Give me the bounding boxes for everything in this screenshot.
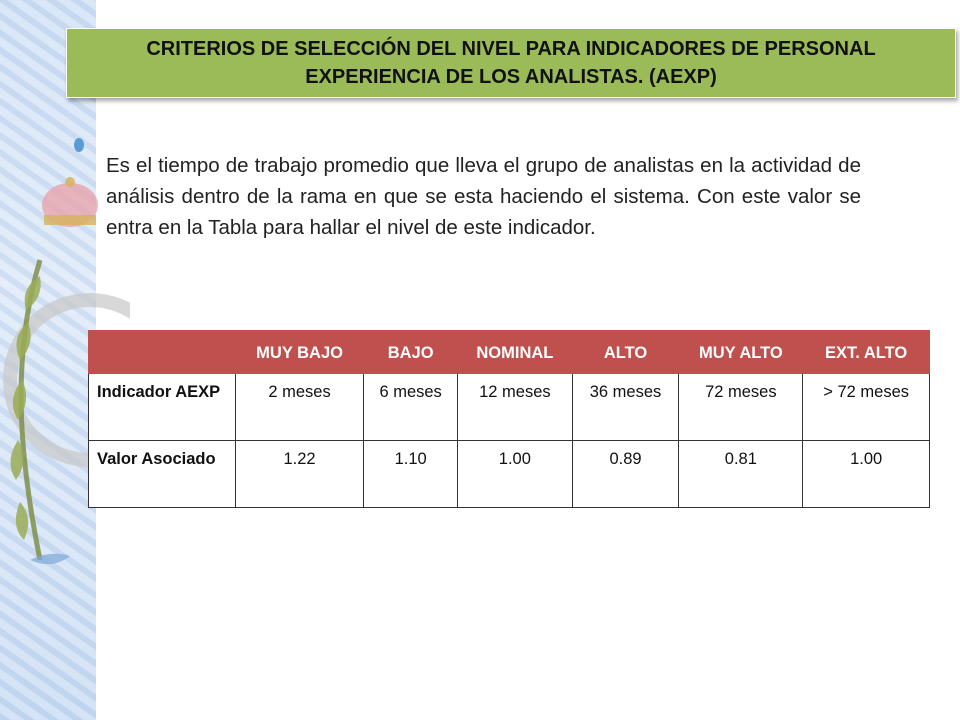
table-cell: 1.00 [803, 441, 930, 508]
table-cell: 1.00 [458, 441, 572, 508]
table-row [89, 441, 930, 508]
header-cell-muy-alto: MUY ALTO [679, 331, 803, 374]
table-cell: 0.89 [572, 441, 679, 508]
bullet-icon [74, 138, 84, 152]
table-header-row [89, 331, 930, 374]
table-cell: 36 meses [572, 374, 679, 441]
table-cell: 0.81 [679, 441, 803, 508]
header-cell-ext-alto: EXT. ALTO [803, 331, 930, 374]
row-label: Valor Asociado [89, 441, 236, 508]
table-row [89, 374, 930, 441]
table-cell: > 72 meses [803, 374, 930, 441]
table-cell: 1.10 [364, 441, 458, 508]
title-banner [66, 28, 956, 98]
header-cell-muy-bajo: MUY BAJO [236, 331, 364, 374]
table-cell: 6 meses [364, 374, 458, 441]
header-cell-nominal: NOMINAL [458, 331, 572, 374]
row-label: Indicador AEXP [89, 374, 236, 441]
table-cell: 1.22 [236, 441, 364, 508]
header-cell-blank [89, 331, 236, 374]
indicator-table [88, 330, 930, 508]
table-cell: 2 meses [236, 374, 364, 441]
header-cell-alto: ALTO [572, 331, 679, 374]
title-line-1: CRITERIOS DE SELECCIÓN DEL NIVEL PARA INDICADORES DE PERSONAL [146, 38, 876, 60]
title-line-2: EXPERIENCIA DE LOS ANALISTAS. (AEXP) [305, 66, 717, 88]
description-paragraph: Es el tiempo de trabajo promedio que lleva el grupo de analistas en la actividad de análisis dentro de la rama en que se esta haciendo el sistema. Con este valor se entra en la Tabla para hallar el nivel de este indicador. [106, 154, 861, 239]
header-cell-bajo: BAJO [364, 331, 458, 374]
table-cell: 72 meses [679, 374, 803, 441]
table-cell: 12 meses [458, 374, 572, 441]
